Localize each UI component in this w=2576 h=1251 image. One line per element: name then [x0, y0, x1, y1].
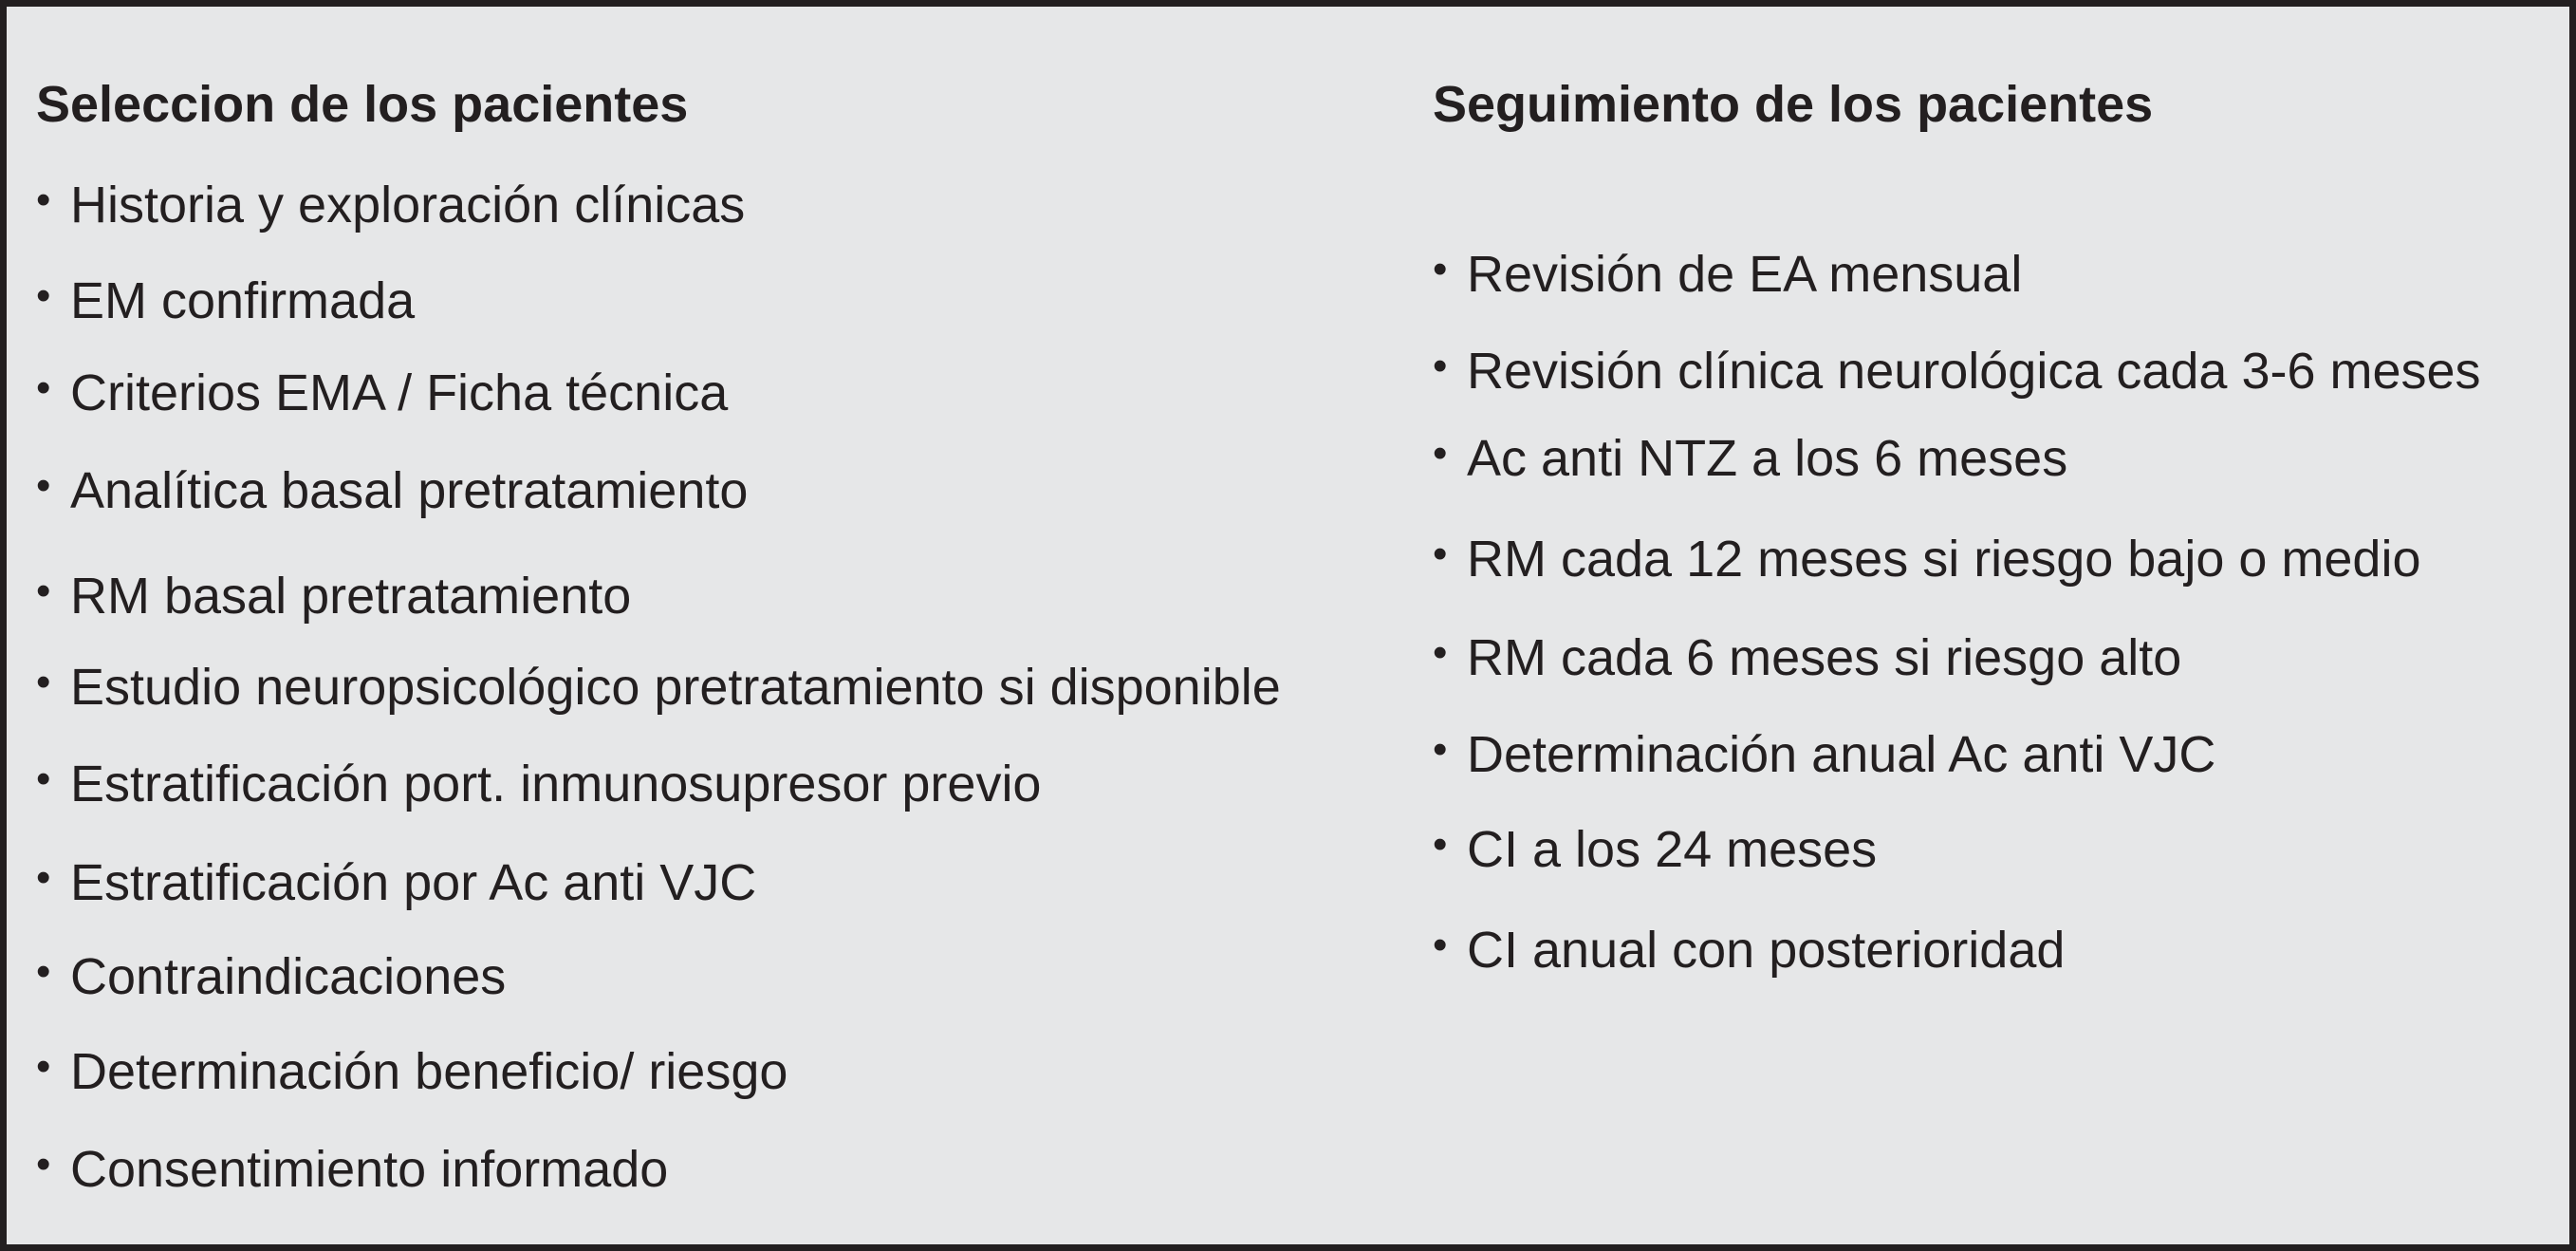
list-item-label: Historia y exploración clínicas	[70, 177, 746, 233]
list-item-label: Revisión clínica neurológica cada 3-6 meses	[1467, 343, 2481, 400]
bullet-icon: •	[36, 568, 51, 614]
bullet-icon: •	[1433, 922, 1448, 968]
list-item-label: RM basal pretratamiento	[70, 568, 632, 625]
list-item-label: Revisión de EA mensual	[1467, 246, 2023, 303]
bullet-icon: •	[36, 177, 51, 223]
bullet-icon: •	[36, 948, 51, 995]
bullet-icon: •	[1433, 726, 1448, 773]
list-item-label: EM confirmada	[70, 272, 416, 329]
bullet-icon: •	[36, 854, 51, 901]
list-item-label: Criterios EMA / Ficha técnica	[70, 364, 729, 421]
bullet-icon: •	[36, 462, 51, 509]
list-item-label: Estratificación por Ac anti VJC	[70, 854, 757, 911]
list-item-label: RM cada 6 meses si riesgo alto	[1467, 629, 2182, 686]
list-item-label: CI anual con posterioridad	[1467, 922, 2066, 979]
patient-selection-heading: Seleccion de los pacientes	[36, 76, 689, 133]
patient-followup-heading: Seguimiento de los pacientes	[1433, 76, 2154, 133]
bullet-icon: •	[36, 364, 51, 411]
list-item-label: Contraindicaciones	[70, 948, 507, 1005]
bullet-icon: •	[1433, 430, 1448, 476]
list-item-label: Ac anti NTZ a los 6 meses	[1467, 430, 2068, 487]
list-item-label: Analítica basal pretratamiento	[70, 462, 749, 519]
list-item-label: CI a los 24 meses	[1467, 821, 1878, 878]
bullet-icon: •	[1433, 246, 1448, 292]
bullet-icon: •	[1433, 531, 1448, 577]
bullet-icon: •	[36, 1043, 51, 1090]
list-item-label: Estudio neuropsicológico pretratamiento si disponible	[70, 659, 1281, 716]
bullet-icon: •	[36, 756, 51, 802]
list-item-label: Determinación anual Ac anti VJC	[1467, 726, 2216, 783]
list-item-label: Determinación beneficio/ riesgo	[70, 1043, 788, 1100]
list-item-label: Consentimiento informado	[70, 1141, 669, 1198]
bullet-icon: •	[36, 1141, 51, 1187]
bullet-icon: •	[1433, 821, 1448, 868]
bullet-icon: •	[1433, 629, 1448, 676]
bullet-icon: •	[1433, 343, 1448, 389]
list-item-label: RM cada 12 meses si riesgo bajo o medio	[1467, 531, 2421, 588]
bullet-icon: •	[36, 272, 51, 319]
list-item-label: Estratificación port. inmunosupresor previo	[70, 756, 1042, 812]
bullet-icon: •	[36, 659, 51, 705]
